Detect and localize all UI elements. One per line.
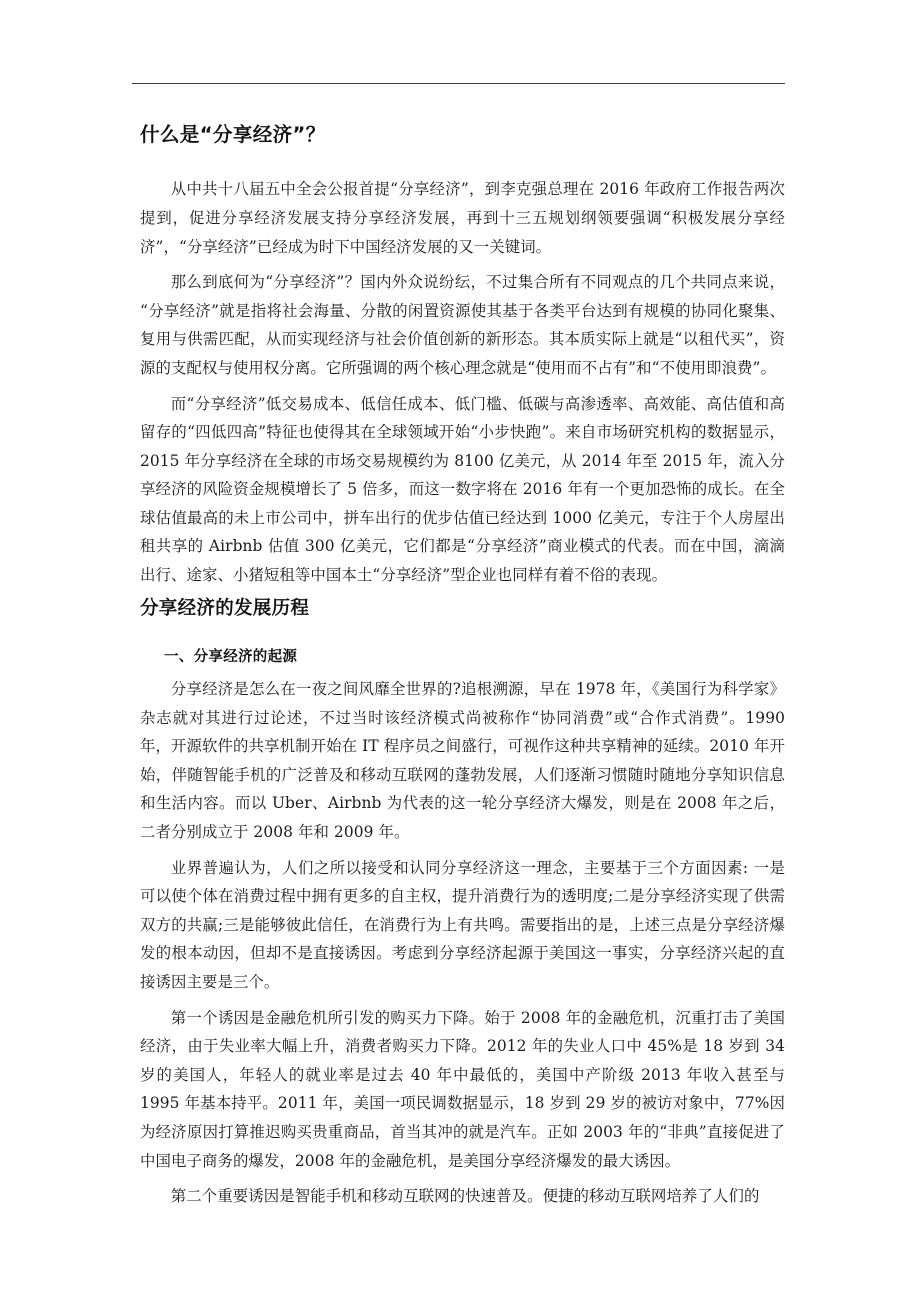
paragraph-history-2: 业界普遍认为，人们之所以接受和认同分享经济这一理念，主要基于三个方面因素: 一是可以使个体在消费过程中拥有更多的自主权，提升消费行为的透明度;二是分享经济实现了供需双方的共赢;三是能够彼此信任，在消费行为上有共鸣。需要指出的是，上述三点是分享经济爆发的根本动因，但却不是直接诱因。考虑到分享经济起源于美国这一事实，分享经济兴起的直接诱因主要是三个。 [140,858,785,991]
paragraph-intro-3: 而“分享经济”低交易成本、低信任成本、低门槛、低碳与高渗透率、高效能、高估值和高留存的“四低四高”特征也使得其在全球领域开始“小步快跑”。来自市场研究机构的数据显示，2015 年分享经济在全球的市场交易规模约为 8100 亿美元，从 2014 年至 2015 年，流入分享经济的风险资金规模增长了 5 倍多，而这一数字将在 2016 年有一个更加恐怖的成长。在全球估值最高的未上市公司中，拼车出行的优步估值已经达到 1000 亿美元，专注于个人房屋出租共享的 Airbnb 估值 300 亿美元，它们都是“分享经济”商业模式的代表。而在中国，滴滴出行、途家、小猪短租等中国本土“分享经济”型企业也同样有着不俗的表现。 [140,394,785,585]
section-heading: 分享经济的发展历程 [140,597,310,619]
paragraph-intro-1: 从中共十八届五中全会公报首提“分享经济”，到李克强总理在 2016 年政府工作报告两次提到，促进分享经济发展支持分享经济发展，再到十三五规划纲领要强调“积极发展分享经济”，“分享经济”已经成为时下中国经济发展的又一关键词。 [140,180,785,256]
header-horizontal-rule [132,83,785,84]
page-title: 什么是“分享经济”？ [140,123,326,146]
paragraph-history-4: 第二个重要诱因是智能手机和移动互联网的快速普及。便捷的移动互联网培养了人们的 [170,1187,760,1206]
paragraph-history-3: 第一个诱因是金融危机所引发的购买力下降。始于 2008 年的金融危机，沉重打击了美国经济，由于失业率大幅上升，消费者购买力下降。2012 年的失业人口中 45%是 18 岁到 34 岁的美国人，年轻人的就业率是过去 40 年中最低的，美国中产阶级 2013 年收入甚至与 1995 年基本持平。2011 年，美国一项民调数据显示，18 岁到 29 岁的被访对象中，77%因为经济原因打算推迟购买贵重商品，首当其冲的就是汽车。正如 2003 年的“非典”直接促进了中国电子商务的爆发，2008 年的金融危机，是美国分享经济爆发的最大诱因。 [140,1008,785,1170]
sub-heading: 一、分享经济的起源 [164,648,298,665]
document-content [140,122,785,1218]
paragraph-history-1: 分享经济是怎么在一夜之间风靡全世界的?追根溯源，早在 1978 年，《美国行为科学家》杂志就对其进行过论述，不过当时该经济模式尚被称作“协同消费”或“合作式消费”。1990 年，开源软件的共享机制开始在 IT 程序员之间盛行，可视作这种共享精神的延续。2010 年开始，伴随智能手机的广泛普及和移动互联网的蓬勃发展，人们逐渐习惯随时随地分享知识信息和生活内容。而以 Uber、Airbnb 为代表的这一轮分享经济大爆发，则是在 2008 年之后，二者分别成立于 2008 年和 2009 年。 [140,680,785,841]
paragraph-intro-2: 那么到底何为“分享经济”？国内外众说纷纭，不过集合所有不同观点的几个共同点来说，“分享经济”就是指将社会海量、分散的闲置资源使其基于各类平台达到有规模的协同化聚集、复用与供需匹配，从而实现经济与社会价值创新的新形态。其本质实际上就是“以租代买”，资源的支配权与使用权分离。它所强调的两个核心理念就是“使用而不占有”和“不使用即浪费”。 [140,273,785,377]
